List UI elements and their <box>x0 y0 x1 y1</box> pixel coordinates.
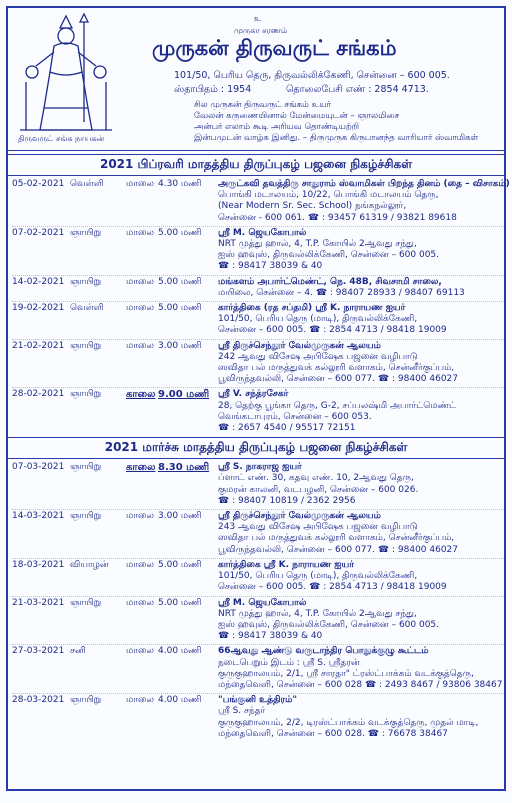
event-date: 14-03-2021 <box>12 511 65 522</box>
event-time-of-day: மாலை <box>126 597 154 608</box>
event-detail-line: மந்தைவெளி, சென்னை – 600 028. ☎ : 76678 38467 <box>218 728 448 739</box>
event-hour: 8.30 மணி <box>158 462 210 474</box>
event-detail-line: குருகுஹாலயம், 2/1, ஸ்ரீ சாரதா" ட்ரஸ்ட்பாக்கம் வடக்குத்தெரு, <box>218 668 474 679</box>
event-day: வியாழன் <box>70 559 109 570</box>
event-detail-line: குமரன் காலனி, வடபழனி, சென்னை – 600 026. <box>218 484 419 495</box>
event-host: ஸ்ரீ திருச்செந்தூர் வேல்முருகன் ஆலயம் <box>218 340 381 351</box>
event-time-of-day: மாலை <box>126 646 154 657</box>
event-details <box>218 511 504 556</box>
event-date: 07-02-2021 <box>12 227 65 238</box>
event-row <box>8 511 504 556</box>
event-detail-line: ப்ளாட் எண். 30, கதவு எண். 10, 2ஆவது தெரு, <box>218 473 414 484</box>
event-row <box>8 695 504 740</box>
event-row <box>8 646 504 691</box>
event-time-of-day: மாலை <box>126 559 154 570</box>
event-detail-line: 243 ஆவது விசேஷ அபிஷேக பஜனை வழிபாடு <box>218 522 418 533</box>
event-hour: 5.00 மணி <box>158 597 202 608</box>
event-hour: 5.00 மணி <box>158 227 202 238</box>
event-detail-line: சென்னை – 600 005. ☎ : 2854 4713 / 98418 19009 <box>218 325 447 336</box>
event-day: ஞாயிறு <box>70 276 102 287</box>
event-details <box>218 228 504 273</box>
event-host: கார்த்திகை (ரத சப்தமி) ஸ்ரீ K. நாராயண ஐயர் <box>218 303 406 314</box>
event-hour: 4.00 மணி <box>158 646 202 657</box>
event-host: ஸ்ரீ M. ஜெயகோபால் <box>218 227 307 238</box>
event-date: 05-02-2021 <box>12 179 65 189</box>
organisation-title: முருகன் திருவருட் சங்கம் <box>152 36 397 60</box>
event-row <box>8 228 504 273</box>
event-day: ஞாயிறு <box>70 695 102 706</box>
event-time-of-day: மாலை <box>126 227 154 238</box>
event-detail-line: ஐஸ் ஹவுஸ், திருவல்லிக்கேணி, சென்னை – 600 005. <box>218 250 440 261</box>
section-title: 2021 மார்ச்சு மாதத்திய திருப்புகழ் பஜனை நிகழ்ச்சிகள் <box>8 437 504 459</box>
event-row <box>8 277 504 299</box>
event-day: ஞாயிறு <box>70 389 102 400</box>
event-day: ஞாயிறு <box>70 227 102 238</box>
event-date: 07-03-2021 <box>12 462 65 473</box>
event-day: ஞாயிறு <box>70 340 102 351</box>
event-details <box>218 389 504 434</box>
program-sheet <box>6 6 510 791</box>
event-detail-line: ஸவிதா பல் மருத்துவக் கல்லூரி வளாகம், சென்னீர்குப்பம், <box>218 533 455 544</box>
event-date: 21-02-2021 <box>12 340 65 351</box>
section-title: 2021 பிப்ரவரி மாதத்திய திருப்புகழ் பஜனை நிகழ்ச்சிகள் <box>8 154 504 176</box>
row-divider <box>12 275 504 276</box>
established-year: ஸ்தாபிதம் : 1954 <box>174 84 252 95</box>
event-detail-line: ☎ : 98407 10819 / 2362 2956 <box>218 495 356 506</box>
event-hour: 3.00 மணி <box>158 340 202 351</box>
event-time-of-day: மாலை <box>126 303 154 314</box>
row-divider <box>12 509 504 510</box>
row-divider <box>12 596 504 597</box>
event-row <box>8 462 504 507</box>
row-divider <box>12 558 504 559</box>
event-date: 28-02-2021 <box>12 389 65 400</box>
event-date: 27-03-2021 <box>12 646 65 657</box>
event-hour: 4.30 மணி <box>158 179 202 189</box>
event-row <box>8 389 504 434</box>
header <box>8 8 504 151</box>
event-details <box>218 560 504 594</box>
deity-caption: திருவருட் சங்க நாயகன் <box>18 134 105 143</box>
event-detail-line: ஸவிதா பல் மருத்துவக் கல்லூரி வளாகம், சென்னீர்குப்பம், <box>218 363 455 374</box>
event-details <box>218 179 512 224</box>
event-hour: 9.00 மணி <box>158 389 210 401</box>
event-details <box>218 341 504 386</box>
event-host: ஸ்ரீ V. சந்த்ரசேகர் <box>218 389 289 400</box>
row-divider <box>12 301 504 302</box>
event-details <box>218 462 504 507</box>
event-date: 14-02-2021 <box>12 276 65 287</box>
event-hour: 5.00 மணி <box>158 559 202 570</box>
event-date: 18-03-2021 <box>12 559 65 570</box>
event-row <box>8 303 504 337</box>
event-time-of-day: மாலை <box>126 276 154 287</box>
event-detail-line: மயிலை, சென்னை – 4. ☎ : 98407 28933 / 98407 69113 <box>218 287 465 298</box>
schedule <box>8 154 510 740</box>
event-detail-line: வெங்கடாபுரம், சென்னை – 600 053. <box>218 411 372 422</box>
event-host: 66ஆவது ஆண்டு வருடாந்திர பொதுக்குழு கூட்டம் <box>218 646 429 657</box>
event-detail-line: பொங்கி மடாலயம், 10/22, பொங்கி மடாலயம் தெரு, <box>218 190 439 201</box>
blessing-line: வேலன் கருணையினால் மேன்மையுடன் – ஞாலமிசை <box>194 111 400 121</box>
event-detail-line: ☎ : 98417 38039 & 40 <box>218 261 323 272</box>
event-date: 28-03-2021 <box>12 695 65 706</box>
event-day: சனி <box>70 646 86 657</box>
event-date: 19-02-2021 <box>12 303 65 314</box>
event-date: 21-03-2021 <box>12 597 65 608</box>
deity-illustration-icon <box>14 12 118 140</box>
event-detail-line: ☎ : 2657 4540 / 95517 72151 <box>218 423 356 434</box>
blessing-line: சில முருகன் திருவருட் சங்கம் உயர் <box>194 100 332 110</box>
event-detail-line: குருகுஹாலயம், 2/2, டிரஸ்ட்பாக்கம் வடக்குத்தெரு, முதல் மாடி, <box>218 717 479 728</box>
event-time-of-day: மாலை <box>126 695 154 706</box>
event-time-of-day: மாலை <box>126 340 154 351</box>
event-host: ஸ்ரீ திருச்செந்தூர் வேல்முருகன் ஆலயம் <box>218 511 381 522</box>
event-details <box>218 598 504 643</box>
row-divider <box>12 226 504 227</box>
blessing-line: இன்பமுடன் வாழ்க இனிது. – திருமுருக கிருபானந்த வாரியார் ஸ்வாமிகள் <box>194 133 479 143</box>
organisation-phone: தொலைபேசி எண் : 2854 4713. <box>286 84 429 95</box>
event-day: வெள்ளி <box>70 303 104 314</box>
event-detail-line: சென்னை - 600 061. ☎ : 93457 61319 / 93821 89618 <box>218 212 457 223</box>
organisation-address: 101/50, பெரிய தெரு, திருவல்லிக்கேணி, சென்னை – 600 005. <box>174 70 450 81</box>
event-row <box>8 560 504 594</box>
event-host: ஸ்ரீ S. நாகராஜ ஐயர் <box>218 462 302 473</box>
event-detail-line: 101/50, பெரிய தெரு (மாடி), திருவல்லிக்கேணி, <box>218 571 418 582</box>
vu-symbol: உ <box>254 14 262 23</box>
event-hour: 3.00 மணி <box>158 511 202 522</box>
event-hour: 5.00 மணி <box>158 276 202 287</box>
event-detail-line: ஐஸ் ஹவுஸ், திருவல்லிக்கேணி, சென்னை – 600 005. <box>218 619 440 630</box>
event-details <box>218 303 504 337</box>
event-time-of-day: காலை <box>126 389 156 401</box>
event-host: ஸ்ரீ M. ஜெயகோபால் <box>218 597 307 608</box>
event-time-of-day: மாலை <box>126 179 154 189</box>
event-details <box>218 646 508 691</box>
event-hour: 5.00 மணி <box>158 303 202 314</box>
blessing-line: அன்பர் எலாம் கூடி அரியவ தொண்டியற்றி <box>194 122 360 132</box>
event-details <box>218 277 504 299</box>
event-day: ஞாயிறு <box>70 597 102 608</box>
event-day: ஞாயிறு <box>70 511 102 522</box>
event-detail-line: மந்தைவெளி, சென்னை – 600 028 ☎ : 2493 8467 / 93806 38467 <box>218 679 503 690</box>
event-host: அருட்கவி தவத்திரு சாதுராம் ஸ்வாமிகள் பிறந்த தினம் (தை – விசாகம்) <box>218 179 510 189</box>
event-detail-line: NRT முத்து ஹால், 4, T.P. கோயில் 2ஆவது சந்து, <box>218 608 417 619</box>
event-time-of-day: மாலை <box>126 511 154 522</box>
event-detail-line: NRT முத்து ஹால், 4, T.P. கோயில் 2ஆவது சந்து, <box>218 239 417 250</box>
event-time-of-day: காலை <box>126 462 156 474</box>
event-row <box>8 179 510 224</box>
row-divider <box>12 339 504 340</box>
event-row <box>8 341 504 386</box>
event-detail-line: (Near Modern Sr. Sec. School) நங்கநல்லூர், <box>218 201 407 212</box>
row-divider <box>12 693 504 694</box>
event-host: "பங்குனி உத்திரம்" <box>218 695 298 706</box>
event-day: ஞாயிறு <box>70 462 102 473</box>
blessing-verse <box>194 100 478 144</box>
event-host: மங்களம் அபார்ட்மெண்ட், நெ. 48B, சிவசாமி சாலை, <box>218 276 442 287</box>
event-hour: 4.00 மணி <box>158 695 202 706</box>
event-row <box>8 598 504 643</box>
salutation: முருகா சரணம் <box>234 26 288 35</box>
event-detail-line: ☎ : 98417 38039 & 40 <box>218 631 323 642</box>
event-detail-line: பூவிருந்தவல்லி, சென்னை – 600 077. ☎ : 98400 46027 <box>218 374 459 385</box>
event-detail-line: 242 ஆவது விசேஷ அபிஷேக பஜனை வழிபாடு <box>218 351 418 362</box>
event-detail-line: பூவிருந்தவல்லி, சென்னை – 600 077. ☎ : 98400 46027 <box>218 544 459 555</box>
event-details <box>218 695 504 740</box>
event-detail-line: 101/50, பெரிய தெரு (மாடி), திருவல்லிக்கேணி, <box>218 314 418 325</box>
event-detail-line: ஸ்ரீ S. சந்தர் <box>218 706 266 717</box>
event-detail-line: 28, தெற்கு பூங்கா தெரு, G-2, சப்பலஷ்மி அபார்ட்மெண்ட் <box>218 400 457 411</box>
event-day: வெள்ளி <box>70 179 104 189</box>
event-host: கார்த்திகை ஸ்ரீ K. நாராயண ஐயர் <box>218 559 354 570</box>
event-detail-line: நடைபெறும் இடம் : ஸ்ரீ S. ஸ்ரீதரன் <box>218 657 360 668</box>
event-detail-line: சென்னை – 600 005. ☎ : 2854 4713 / 98418 19009 <box>218 582 447 593</box>
